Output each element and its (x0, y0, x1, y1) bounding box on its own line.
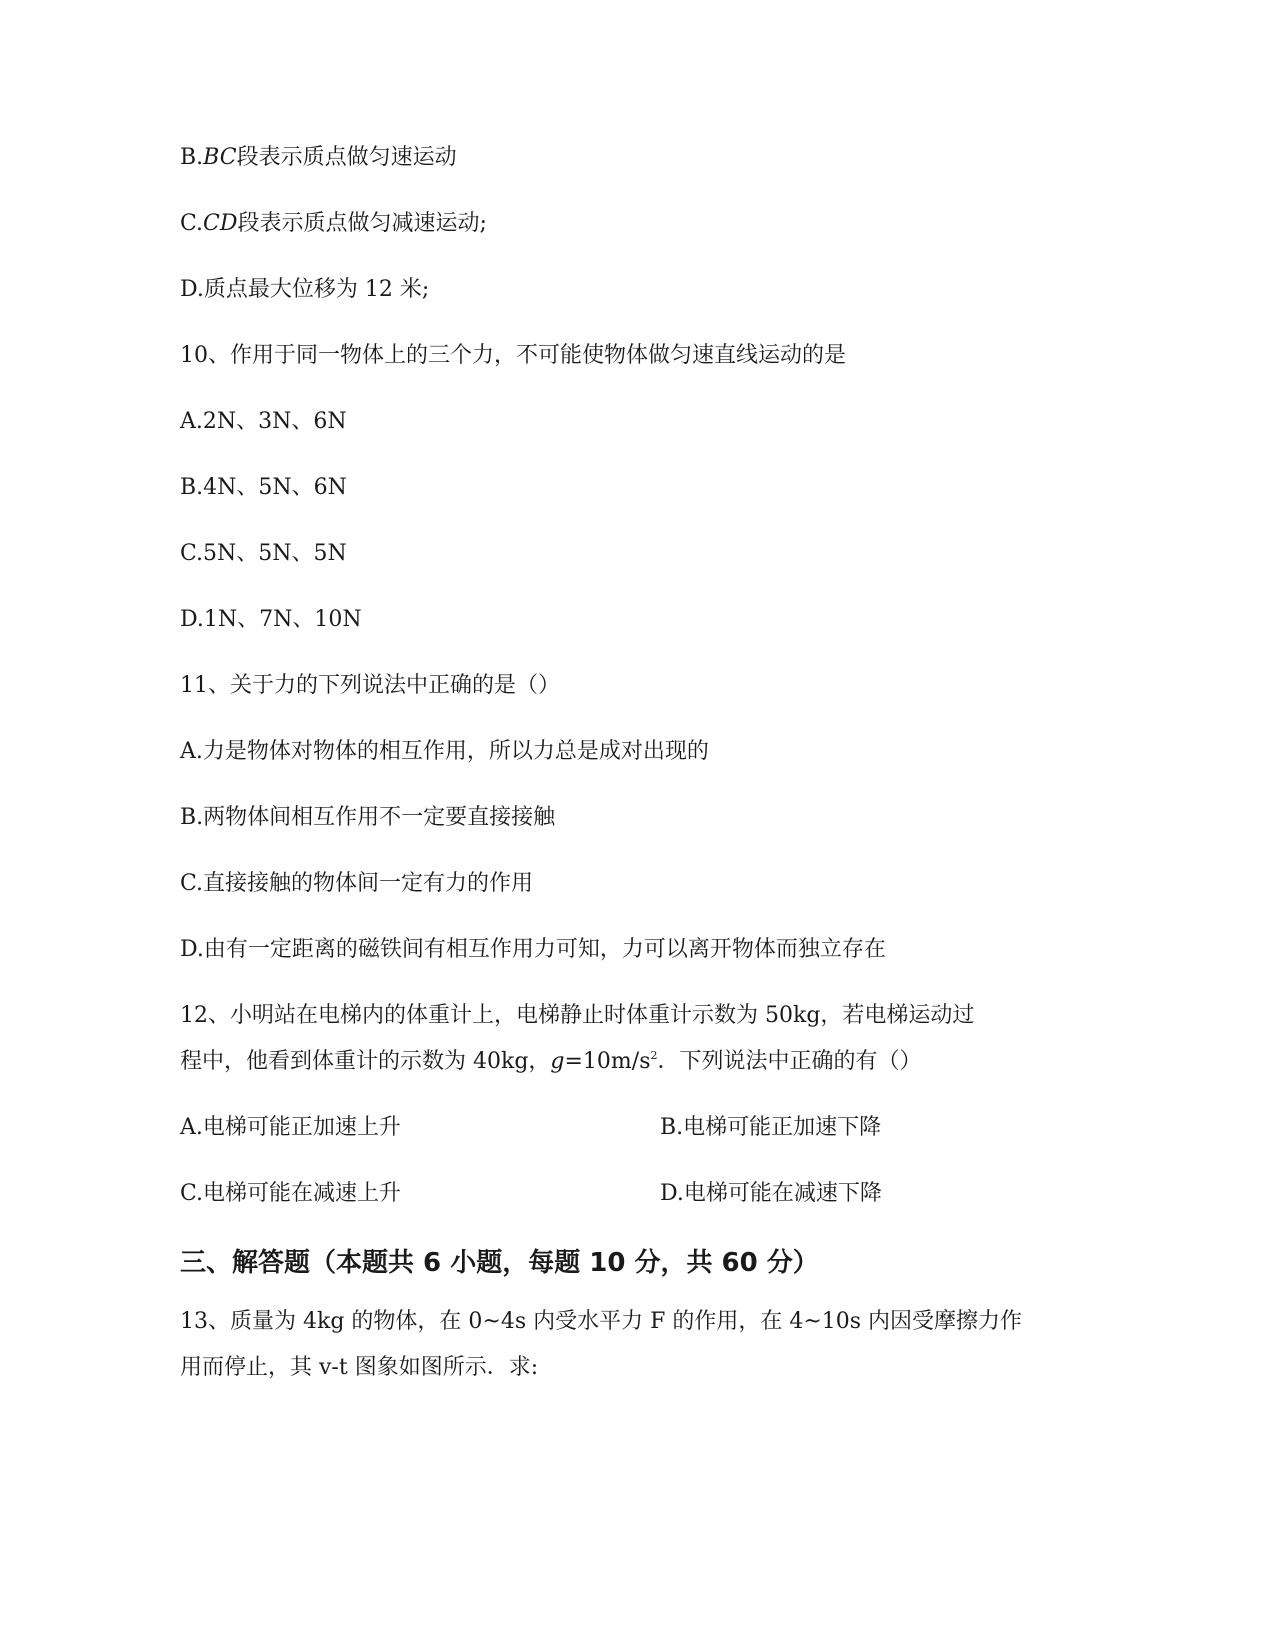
q10-option-a: A.2N、3N、6N (180, 409, 347, 434)
q10-stem: 10、作用于同一物体上的三个力，不可能使物体做匀速直线运动的是 (180, 343, 846, 368)
q11-option-c: C.直接接触的物体间一定有力的作用 (180, 871, 534, 896)
section3-heading: 三、解答题（本题共 6 小题，每题 10 分，共 60 分） (180, 1248, 819, 1278)
q12-g-var: g (550, 1049, 565, 1074)
q9-option-b-text: 段表示质点做匀速运动 (236, 145, 457, 170)
q10-option-b: B.4N、5N、6N (180, 475, 347, 500)
q9-option-c (180, 209, 487, 239)
q11-option-b: B.两物体间相互作用不一定要直接接触 (180, 805, 556, 830)
q11-stem: 11、关于力的下列说法中正确的是（） (180, 673, 560, 698)
q10-option-d: D.1N、7N、10N (180, 607, 362, 632)
q9-option-c-text: 段表示质点做匀减速运动; (237, 211, 487, 236)
q9-option-c-prefix: C. (180, 211, 204, 236)
q9-option-d: D.质点最大位移为 12 米; (180, 277, 430, 302)
q9-option-b-var: BC (203, 145, 237, 170)
q11-option-d: D.由有一定距离的磁铁间有相互作用力可知，力可以离开物体而独立存在 (180, 937, 886, 962)
q12-option-b: B.电梯可能正加速下降 (660, 1115, 882, 1140)
q9-option-c-var: CD (203, 211, 238, 236)
q10-option-c: C.5N、5N、5N (180, 541, 347, 566)
q12-option-c: C.电梯可能在减速上升 (180, 1181, 402, 1206)
q9-option-b (180, 143, 457, 173)
q12-unit-exponent: 2 (650, 1049, 658, 1062)
q12-option-a: A.电梯可能正加速上升 (180, 1115, 401, 1140)
q12-option-d: D.电梯可能在减速下降 (660, 1181, 882, 1206)
q11-option-a: A.力是物体对物体的相互作用，所以力总是成对出现的 (180, 739, 709, 764)
q12-stem-line2-c: ．下列说法中正确的有（） (657, 1049, 922, 1074)
q13-line2: 用而停止，其 v-t 图象如图所示．求: (180, 1355, 539, 1380)
q9-option-b-prefix: B. (180, 145, 204, 170)
q12-stem-line2 (180, 1047, 922, 1077)
q12-stem-line2-a: 程中，他看到体重计的示数为 40kg， (180, 1049, 551, 1074)
q13-line1: 13、质量为 4kg 的物体，在 0~4s 内受水平力 F 的作用，在 4~10s 内因受摩擦力作 (180, 1309, 1023, 1334)
q12-stem-line2-b: =10m/s (564, 1049, 651, 1074)
q12-stem-line1: 12、小明站在电梯内的体重计上，电梯静止时体重计示数为 50kg，若电梯运动过 (180, 1003, 975, 1028)
